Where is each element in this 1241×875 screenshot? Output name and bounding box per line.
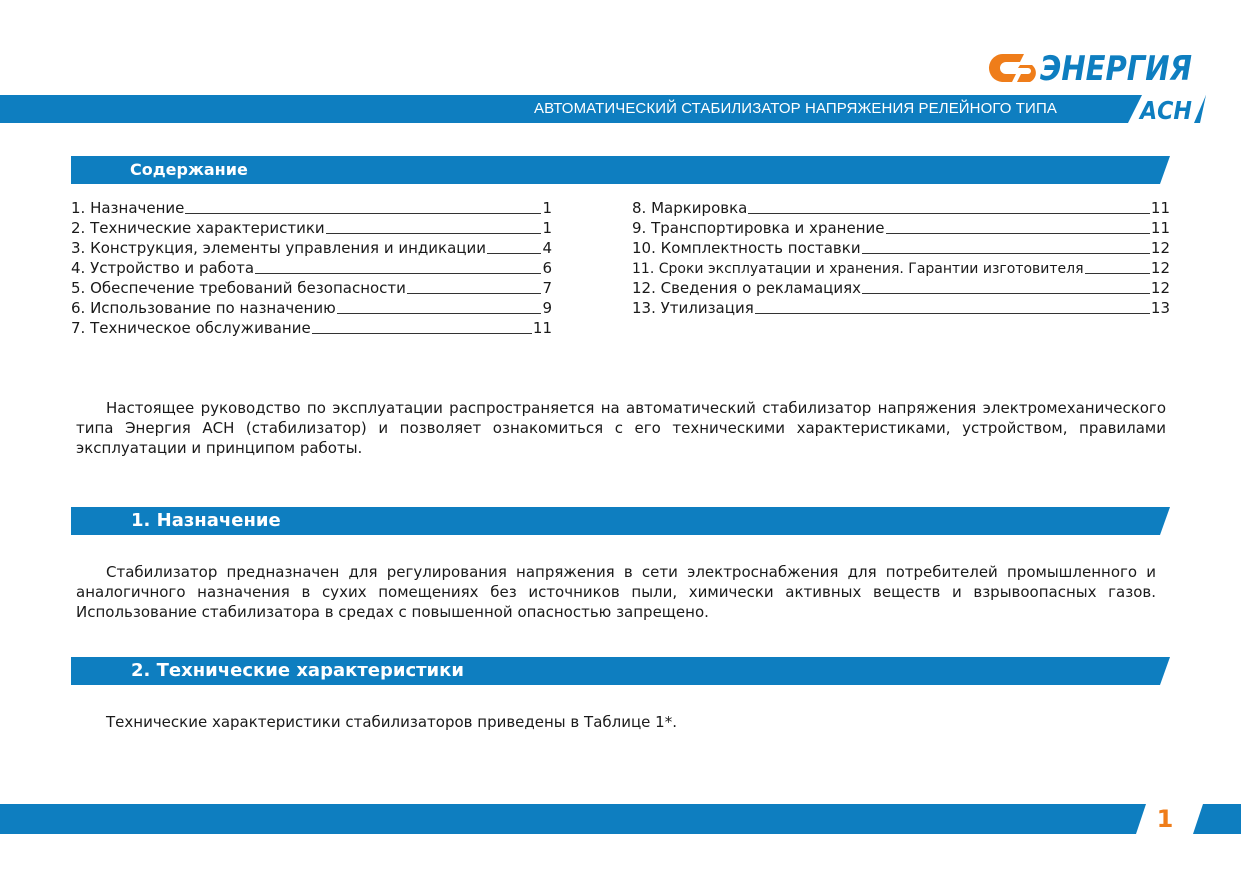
document-title: АВТОМАТИЧЕСКИЙ СТАБИЛИЗАТОР НАПРЯЖЕНИЯ РЕЛЕЙНОГО ТИПА xyxy=(534,100,1057,117)
toc-item[interactable]: 10. Комплектность поставки 12 xyxy=(632,239,1170,257)
ash-badge-text: АСН xyxy=(1138,96,1193,125)
section-1-heading: 1. Назначение xyxy=(131,510,281,531)
toc-item[interactable]: 2. Технические характеристики 1 xyxy=(71,219,552,237)
section-2-heading-bar xyxy=(71,657,1170,685)
toc-item[interactable]: 11. Сроки эксплуатации и хранения. Гарантии изготовителя 12 xyxy=(632,259,1170,277)
intro-paragraph: Настоящее руководство по эксплуатации распространяется на автоматический стабилизатор напряжения электромеханического типа Энергия АСН (стабилизатор) и позволяет ознакомиться с его техническими характеристиками, устройством, правилами эксплуатации и принципом работы. xyxy=(76,399,1166,457)
section-1-paragraph: Стабилизатор предназначен для регулирования напряжения в сети электроснабжения для потребителей промышленного и аналогичного назначения в сухих помещениях без источников пыли, химически активных веществ и взрывоопасных газов. Использование стабилизатора в средах с повышенной опасностью запрещено. xyxy=(76,563,1156,621)
energia-logo xyxy=(984,48,1198,88)
toc-item[interactable]: 9. Транспортировка и хранение 11 xyxy=(632,219,1170,237)
logo-mark-icon xyxy=(989,54,1036,82)
section-2-paragraph: Технические характеристики стабилизаторов приведены в Таблице 1*. xyxy=(106,713,677,731)
toc-item[interactable]: 8. Маркировка 11 xyxy=(632,199,1170,217)
toc-item[interactable]: 13. Утилизация 13 xyxy=(632,299,1170,317)
ash-badge xyxy=(1128,95,1206,123)
toc-item[interactable]: 4. Устройство и работа 6 xyxy=(71,259,552,277)
toc-item[interactable]: 3. Конструкция, элементы управления и индикации 4 xyxy=(71,239,552,257)
page-number: 1 xyxy=(1156,805,1174,833)
footer-bar xyxy=(0,804,1241,834)
toc-heading-bar xyxy=(71,156,1170,184)
section-2-heading: 2. Технические характеристики xyxy=(131,660,464,681)
toc-right-column xyxy=(632,198,1170,318)
logo-text: ЭНЕРГИЯ xyxy=(1040,49,1192,89)
toc-item[interactable]: 7. Техническое обслуживание 11 xyxy=(71,319,552,337)
toc-item[interactable]: 12. Сведения о рекламациях 12 xyxy=(632,279,1170,297)
toc-heading: Содержание xyxy=(130,160,248,179)
section-1-heading-bar xyxy=(71,507,1170,535)
toc-item[interactable]: 1. Назначение 1 xyxy=(71,199,552,217)
toc-left-column xyxy=(71,198,552,338)
toc-item[interactable]: 5. Обеспечение требований безопасности 7 xyxy=(71,279,552,297)
toc-item[interactable]: 6. Использование по назначению 9 xyxy=(71,299,552,317)
